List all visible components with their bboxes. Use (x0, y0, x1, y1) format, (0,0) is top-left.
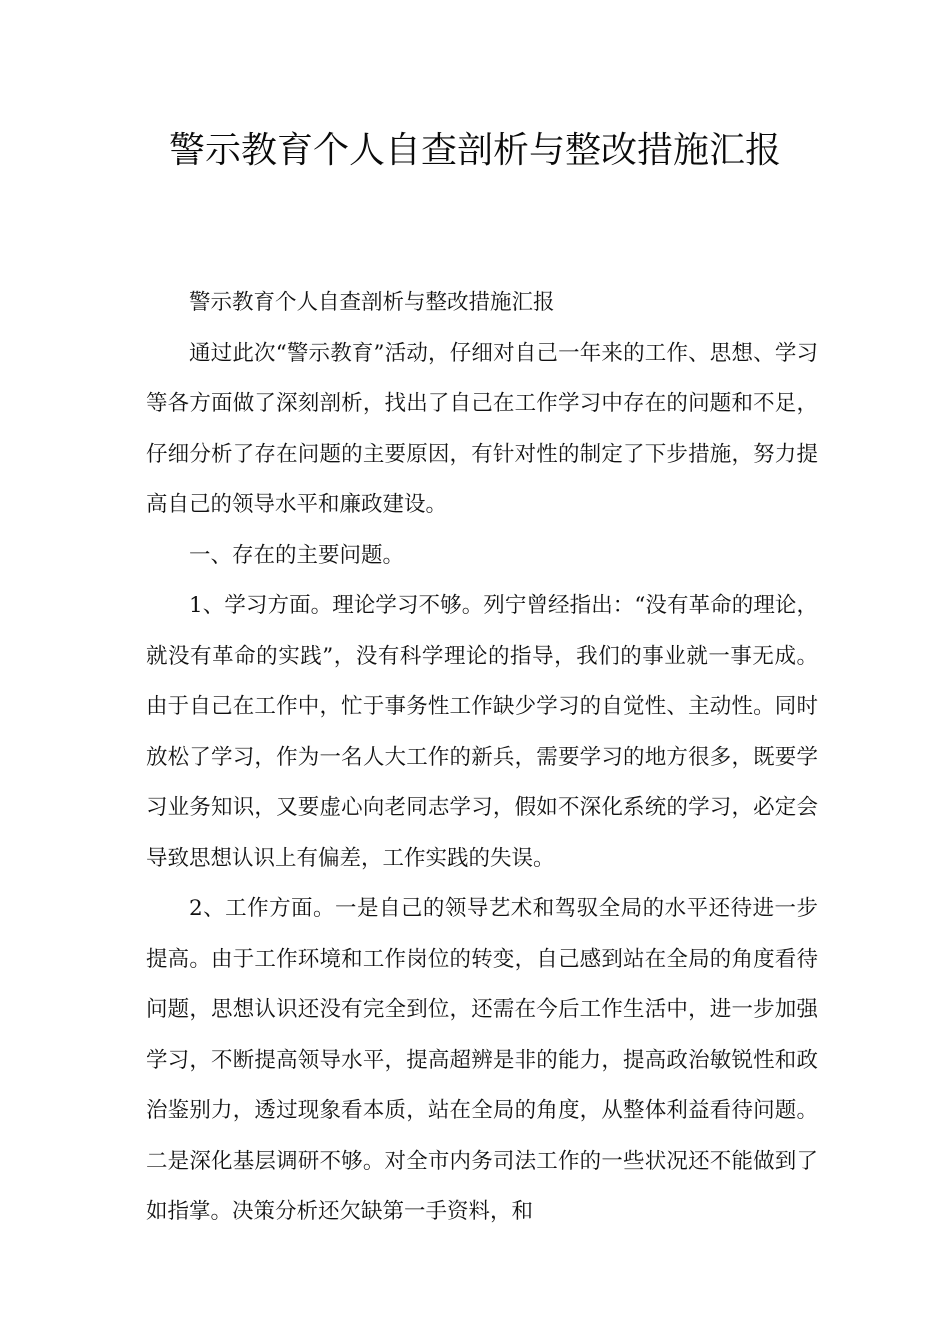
paragraph-subtitle: 警示教育个人自查剖析与整改措施汇报 (189, 290, 555, 315)
section-heading-problems: 一、存在的主要问题。 (189, 542, 405, 568)
paragraph-intro: 通过此次“警示教育”活动，仔细对自己一年来的工作、思想、学习等各方面做了深刻剖析，找出了自己在工作学习中存在的问题和不足，仔细分析了存在问题的主要原因，有针对性的制定了下步措施，努力提高自己的领导水平和廉政建设。 (146, 340, 818, 517)
document-body (146, 278, 818, 1238)
document-title: 警示教育个人自查剖析与整改措施汇报 (168, 130, 781, 171)
paragraph-work: 2、工作方面。一是自己的领导艺术和驾驭全局的水平还待进一步提高。由于工作环境和工作岗位的转变，自己感到站在全局的角度看待问题，思想认识还没有完全到位，还需在今后工作生活中，进一步加强学习，不断提高领导水平，提高超辨是非的能力，提高政治敏锐性和政治鉴别力，透过现象看本质，站在全局的角度，从整体利益看待问题。二是深化基层调研不够。对全市内务司法工作的一些状况还不能做到了如指掌。决策分析还欠缺第一手资料，和 (146, 896, 818, 1224)
paragraph-study: 1、学习方面。理论学习不够。列宁曾经指出：“没有革命的理论，就没有革命的实践”，没有科学理论的指导，我们的事业就一事无成。由于自己在工作中，忙于事务性工作缺少学习的自觉性、主动性。同时放松了学习，作为一名人大工作的新兵，需要学习的地方很多，既要学习业务知识，又要虚心向老同志学习，假如不深化系统的学习，必定会导致思想认识上有偏差，工作实践的失误。 (146, 593, 818, 871)
